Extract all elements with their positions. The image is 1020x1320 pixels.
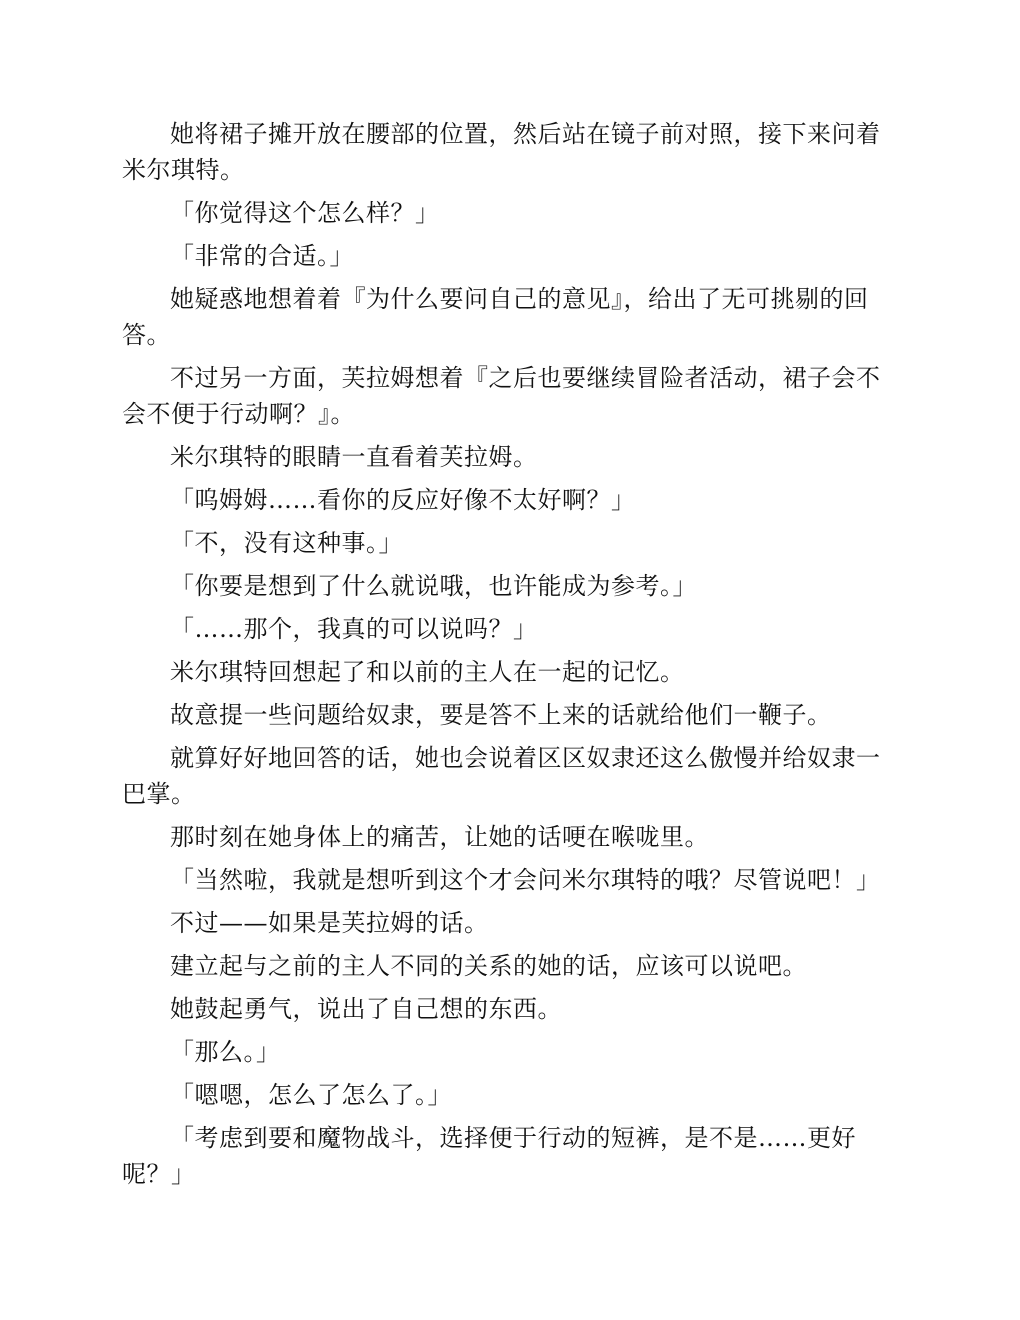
paragraph: 米尔琪特回想起了和以前的主人在一起的记忆。 xyxy=(170,658,685,686)
paragraph: 「不，没有这种事。」 xyxy=(170,529,403,557)
paragraph: 「那么。」 xyxy=(170,1038,281,1066)
paragraph: 「你要是想到了什么就说哦，也许能成为参考。」 xyxy=(170,572,697,600)
paragraph: 「嗯嗯，怎么了怎么了。」 xyxy=(170,1081,452,1109)
paragraph: 「你觉得这个怎么样？」 xyxy=(170,199,440,227)
paragraph: 「当然啦，我就是想听到这个才会问米尔琪特的哦？尽管说吧！」 xyxy=(170,866,881,894)
paragraph: 「考虑到要和魔物战斗，选择便于行动的短裤，是不是……更好呢？」 xyxy=(122,1124,856,1188)
paragraph: 「呜姆姆……看你的反应好像不太好啊？」 xyxy=(170,486,636,514)
paragraph: 不过——如果是芙拉姆的话。 xyxy=(170,909,489,937)
paragraph: 「非常的合适。」 xyxy=(170,242,354,270)
paragraph: 故意提一些问题给奴隶，要是答不上来的话就给他们一鞭子。 xyxy=(170,701,832,729)
paragraph: 建立起与之前的主人不同的关系的她的话，应该可以说吧。 xyxy=(170,952,807,980)
paragraph: 米尔琪特的眼睛一直看着芙拉姆。 xyxy=(170,443,538,471)
paragraph: 就算好好地回答的话，她也会说着区区奴隶还这么傲慢并给奴隶一巴掌。 xyxy=(122,744,881,808)
document-page xyxy=(122,116,902,1199)
paragraph: 她疑惑地想着着『为什么要问自己的意见』，给出了无可挑剔的回答。 xyxy=(122,285,869,349)
paragraph: 那时刻在她身体上的痛苦，让她的话哽在喉咙里。 xyxy=(170,823,709,851)
paragraph: 不过另一方面，芙拉姆想着『之后也要继续冒险者活动，裙子会不会不便于行动啊？』。 xyxy=(122,364,881,428)
paragraph: 「……那个，我真的可以说吗？」 xyxy=(170,615,538,643)
paragraph: 她将裙子摊开放在腰部的位置，然后站在镜子前对照，接下来问着米尔琪特。 xyxy=(122,120,881,184)
paragraph: 她鼓起勇气，说出了自己想的东西。 xyxy=(170,995,562,1023)
